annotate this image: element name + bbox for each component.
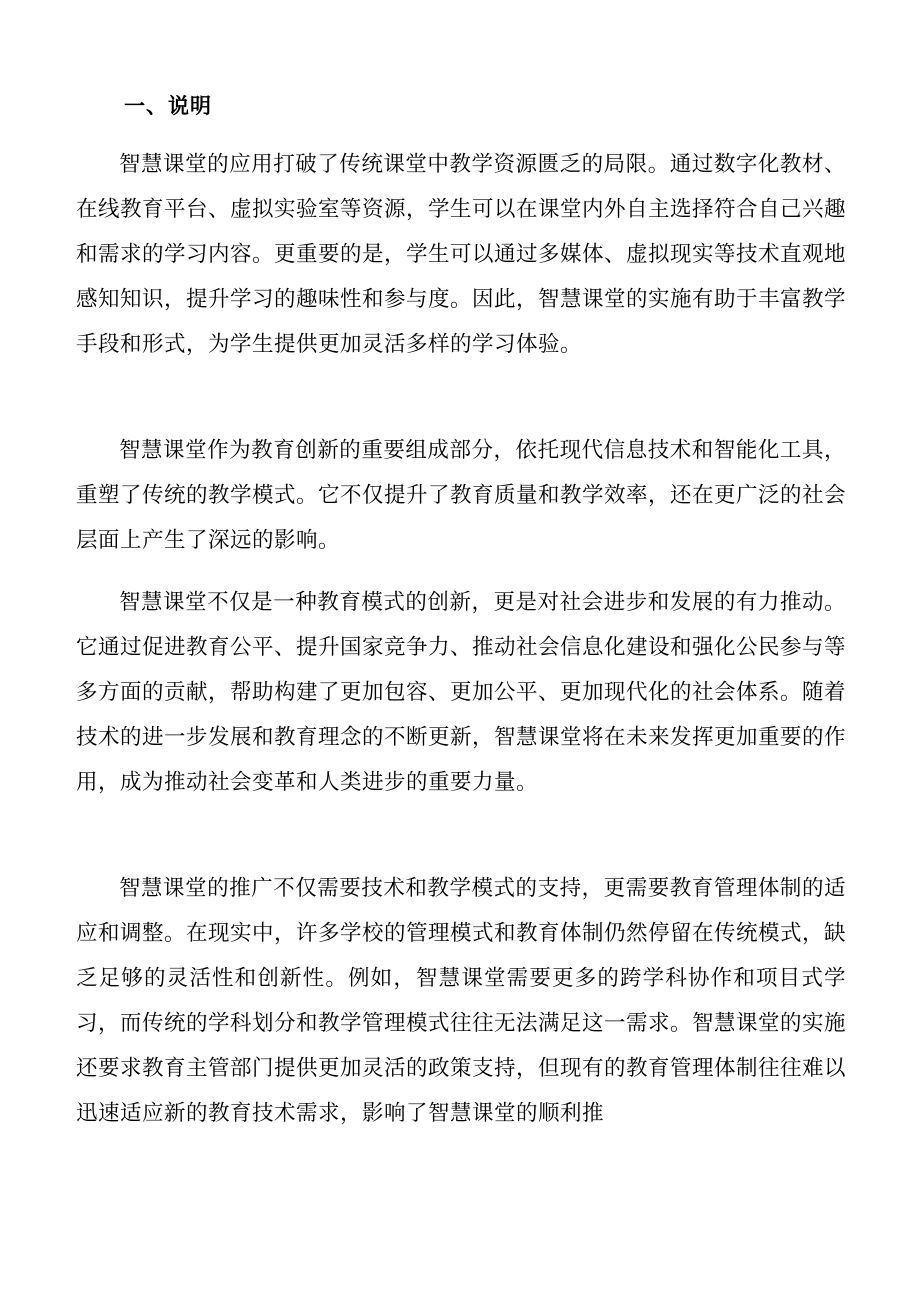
paragraph-innovation: 智慧课堂作为教育创新的重要组成部分，依托现代信息技术和智能化工具，重塑了传统的教学模式。它不仅提升了教育质量和教学效率，还在更广泛的社会层面上产生了深远的影响。 <box>76 438 847 553</box>
paragraph-resources: 智慧课堂的应用打破了传统课堂中教学资源匮乏的局限。通过数字化教材、在线教育平台、虚拟实验室等资源，学生可以在课堂内外自主选择符合自己兴趣和需求的学习内容。更重要的是，学生可以通过多媒体、虚拟现实等技术直观地感知知识，提升学习的趣味性和参与度。因此，智慧课堂的实施有助于丰富教学手段和形式，为学生提供更加灵活多样的学习体验。 <box>76 152 847 357</box>
paragraph-social-impact: 智慧课堂不仅是一种教育模式的创新，更是对社会进步和发展的有力推动。它通过促进教育公平、提升国家竞争力、推动社会信息化建设和强化公民参与等多方面的贡献，帮助构建了更加包容、更加公平、更加现代化的社会体系。随着技术的进一步发展和教育理念的不断更新，智慧课堂将在未来发挥更加重要的作用，成为推动社会变革和人类进步的重要力量。 <box>76 590 847 795</box>
section-heading: 一、说明 <box>124 93 212 118</box>
paragraph-management: 智慧课堂的推广不仅需要技术和教学模式的支持，更需要教育管理体制的适应和调整。在现实中，许多学校的管理模式和教育体制仍然停留在传统模式，缺乏足够的灵活性和创新性。例如，智慧课堂需要更多的跨学科协作和项目式学习，而传统的学科划分和教学管理模式往往无法满足这一需求。智慧课堂的实施还要求教育主管部门提供更加灵活的政策支持，但现有的教育管理体制往往难以迅速适应新的教育技术需求，影响了智慧课堂的顺利推 <box>76 876 847 1126</box>
